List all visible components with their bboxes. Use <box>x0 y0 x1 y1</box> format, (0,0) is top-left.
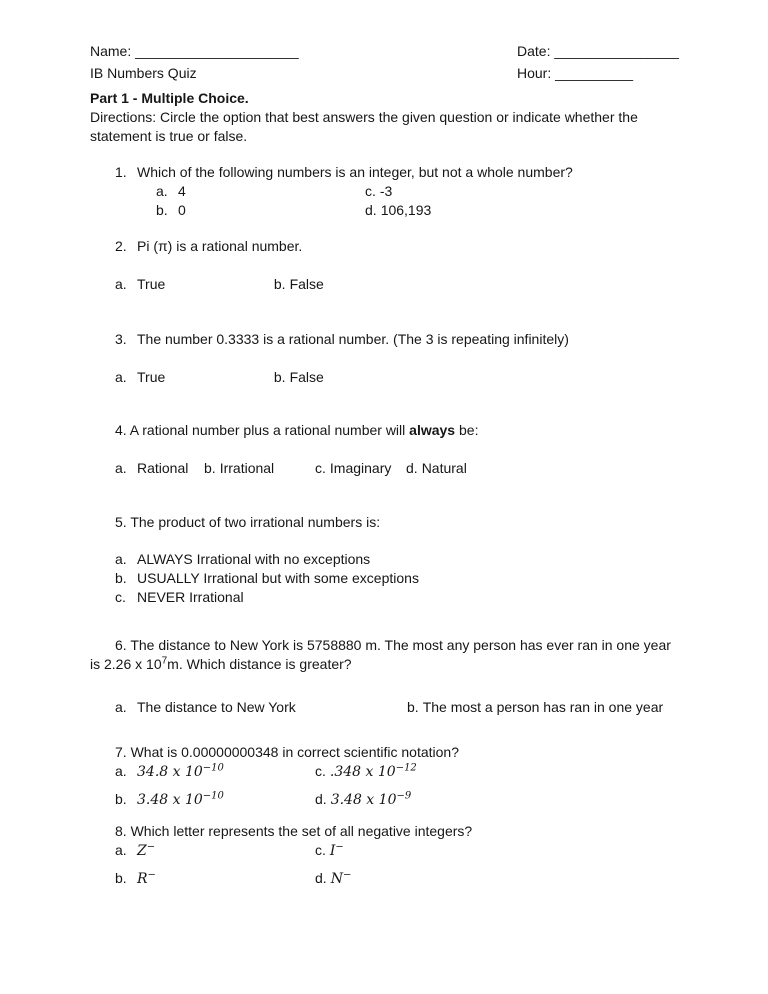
option-label: d. <box>315 791 327 807</box>
option-text: USUALLY Irrational but with some exceptions <box>137 570 419 586</box>
question-1 <box>90 163 680 220</box>
option-label: d. <box>365 202 377 218</box>
option-math: I− <box>329 841 344 859</box>
question-3-truefalse <box>90 368 680 387</box>
option-text: ALWAYS Irrational with no exceptions <box>137 551 371 567</box>
option-label: b. <box>204 460 216 476</box>
option-text: 106,193 <box>380 202 432 218</box>
option-label: b. <box>115 870 127 886</box>
question-8-stem: 8. Which letter represents the set of all negative integers? <box>115 823 473 839</box>
q4-option-d <box>406 459 467 478</box>
title-line <box>90 62 517 84</box>
question-3 <box>90 330 680 387</box>
option-label: b. <box>273 276 286 292</box>
option-label: a. <box>115 460 127 476</box>
option-label: a. <box>115 369 127 385</box>
option-text: True <box>137 276 166 292</box>
q2-option-false <box>274 276 324 292</box>
header <box>90 40 680 84</box>
date-blank: ________________ <box>554 43 679 59</box>
option-text: False <box>289 276 324 292</box>
question-4-stem <box>90 421 680 440</box>
question-4 <box>90 421 680 478</box>
option-text: NEVER Irrational <box>137 589 244 605</box>
option-label: a. <box>115 763 127 779</box>
hour-label: Hour: <box>517 65 552 81</box>
option-label: b. <box>407 699 419 715</box>
question-6-stem <box>90 636 680 674</box>
option-text: True <box>137 369 166 385</box>
option-math: .348 x $10^{-12}$ <box>329 762 417 780</box>
question-6-text: 6. The distance to New York is 5758880 m. The most any person has ever ran in one year is 2.26 x 10 <box>90 637 671 672</box>
option-label: c. <box>315 460 326 476</box>
question-2-text: Pi (π) is a rational number. <box>137 238 303 254</box>
question-7-stem: 7. What is 0.00000000348 in correct scientific notation? <box>115 744 459 760</box>
question-6-text-end: m. Which distance is greater? <box>167 656 352 672</box>
q2-option-true <box>115 275 270 294</box>
q8-option-a <box>115 841 315 861</box>
date-label: Date: <box>517 43 551 59</box>
option-label: a. <box>115 551 127 567</box>
option-label: c. <box>115 589 126 605</box>
q6-option-b <box>407 698 663 717</box>
question-6-options <box>90 698 680 717</box>
q8-option-d <box>315 869 680 889</box>
option-label: b. <box>115 791 127 807</box>
q4-option-a <box>115 459 204 478</box>
q8-option-c <box>315 841 680 861</box>
question-3-text: The number 0.3333 is a rational number. (The 3 is repeating infinitely) <box>137 331 569 347</box>
option-text: 4 <box>178 183 186 199</box>
q7-option-a <box>115 762 315 782</box>
question-2-truefalse <box>90 275 680 294</box>
q5-option-c <box>115 588 680 607</box>
question-3-stem <box>90 330 680 349</box>
option-text: Rational <box>137 460 189 476</box>
option-label: a. <box>115 699 127 715</box>
header-left <box>90 40 517 84</box>
question-7 <box>90 743 680 810</box>
q1-option-d <box>365 201 680 220</box>
option-math: 3.48 x $10^{-10}$ <box>137 790 224 808</box>
question-4-text-pre: 4. A rational number plus a rational number will <box>115 422 406 438</box>
question-3-number: 3. <box>115 331 127 347</box>
q8-option-b <box>115 869 315 889</box>
option-label: a. <box>156 183 168 199</box>
q3-option-true <box>115 368 270 387</box>
q7-option-c <box>315 762 680 782</box>
name-label: Name: <box>90 43 132 59</box>
header-right <box>517 40 680 84</box>
question-4-options <box>90 459 680 478</box>
q6-option-a <box>115 698 407 717</box>
name-line <box>90 40 517 62</box>
option-label: a. <box>115 276 127 292</box>
question-2-number: 2. <box>115 238 127 254</box>
option-text: 0 <box>178 202 186 218</box>
option-text: Imaginary <box>329 460 392 476</box>
part1-heading: Part 1 - Multiple Choice. <box>90 90 249 106</box>
option-text: Natural <box>421 460 467 476</box>
question-6 <box>90 636 680 717</box>
option-math: 3.48 x $10^{-9}$ <box>330 790 412 808</box>
date-line <box>517 40 680 62</box>
quiz-title: IB Numbers Quiz <box>90 65 197 81</box>
question-1-text: Which of the following numbers is an integer, but not a whole number? <box>137 164 573 180</box>
option-label: c. <box>365 183 376 199</box>
option-text: -3 <box>379 183 393 199</box>
option-label: b. <box>156 202 168 218</box>
q5-option-b <box>115 569 680 588</box>
question-4-text-post: be: <box>459 422 479 438</box>
option-label: a. <box>115 842 127 858</box>
question-1-stem <box>90 163 680 182</box>
option-label: d. <box>406 460 418 476</box>
q7-option-d <box>315 790 680 810</box>
option-label: d. <box>315 870 327 886</box>
option-math: 34.8 x $10^{-10}$ <box>137 762 224 780</box>
option-text: The distance to New York <box>137 699 296 715</box>
q1-option-a <box>156 182 365 201</box>
q4-option-c <box>315 459 406 478</box>
option-text: The most a person has ran in one year <box>422 699 664 715</box>
question-6-exponent: 7 <box>161 655 168 667</box>
question-1-number: 1. <box>115 164 127 180</box>
q1-option-b <box>156 201 365 220</box>
option-text: False <box>289 369 324 385</box>
question-5 <box>90 513 680 607</box>
option-text: Irrational <box>219 460 275 476</box>
name-blank: _____________________ <box>135 43 299 59</box>
question-2 <box>90 237 680 294</box>
question-8 <box>90 822 680 889</box>
directions-text: Directions: Circle the option that best answers the given question or indicate whether the statement is true or false. <box>90 109 638 144</box>
q1-option-c <box>365 182 680 201</box>
q5-option-a <box>115 550 680 569</box>
option-label: b. <box>273 369 286 385</box>
question-4-text-bold: always <box>409 422 456 438</box>
q3-option-false <box>274 369 324 385</box>
hour-blank: __________ <box>555 65 633 81</box>
option-math: N− <box>330 869 352 887</box>
q7-option-b <box>115 790 315 810</box>
question-1-options <box>156 182 680 220</box>
hour-line <box>517 62 680 84</box>
option-label: c. <box>315 842 326 858</box>
question-8-options <box>90 841 680 889</box>
question-2-stem <box>90 237 680 256</box>
option-math: Z− <box>137 841 156 859</box>
option-label: c. <box>315 763 326 779</box>
question-5-stem: 5. The product of two irrational numbers is: <box>115 514 381 530</box>
option-label: b. <box>115 570 127 586</box>
option-math: R− <box>137 869 156 887</box>
q4-option-b <box>204 459 315 478</box>
question-5-options <box>90 550 680 607</box>
question-7-options <box>90 762 680 810</box>
